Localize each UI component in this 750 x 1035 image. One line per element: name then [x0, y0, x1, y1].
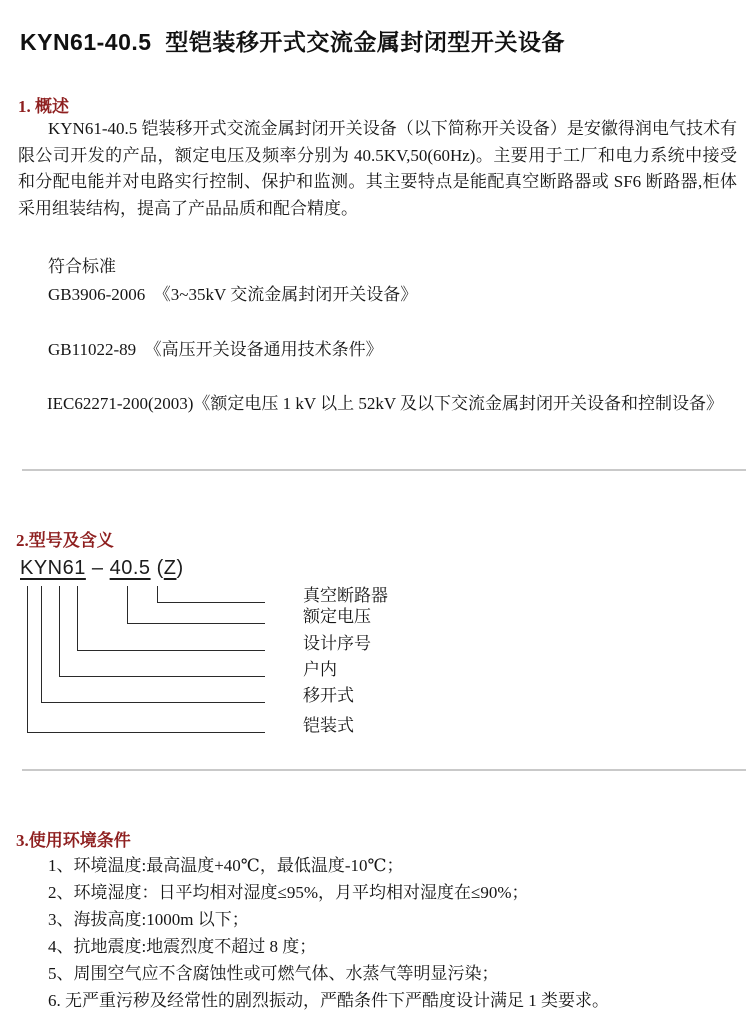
env-condition-seismic: 4、抗地震度:地震烈度不超过 8 度；: [48, 937, 317, 956]
standard-item-gb3906: GB3906-2006 《3~35kV 交流金属封闭开关设备》: [48, 285, 418, 304]
diagram-label-design-serial: 设计序号: [303, 634, 371, 653]
document-title: KYN61-40.5 型铠装移开式交流金属封闭型开关设备: [20, 29, 565, 55]
diagram-label-armored: 铠装式: [303, 716, 354, 735]
section-divider-bottom: [22, 769, 746, 771]
section-3-heading: 3.使用环境条件: [16, 831, 131, 850]
model-paren-open: (: [150, 557, 164, 579]
diagram-label-indoor: 户内: [303, 660, 337, 679]
model-voltage-code: 40.5: [109, 557, 151, 579]
env-condition-altitude: 3、海拔高度:1000m 以下；: [48, 910, 249, 929]
standard-item-iec62271: IEC62271-200(2003)《额定电压 1 kV 以上 52kV 及以下交流金属封闭开关设备和控制设备》: [47, 394, 724, 413]
env-condition-air: 5、周围空气应不含腐蚀性或可燃气体、水蒸气等明显污染；: [48, 964, 499, 983]
diagram-label-vacuum-breaker: 真空断路器: [303, 586, 388, 605]
section-2-heading: 2.型号及含义: [16, 531, 114, 550]
section-divider-top: [22, 469, 746, 471]
env-condition-vibration: 6. 无严重污秽及经常性的剧烈振动，严酷条件下严酷度设计满足 1 类要求。: [48, 991, 609, 1010]
section-1-heading: 1. 概述: [18, 97, 69, 116]
overview-paragraph: KYN61-40.5 铠装移开式交流金属封闭开关设备（以下简称开关设备）是安徽得润电气技术有限公司开发的产品，额定电压及频率分别为 40.5KV,50(60Hz)。主要用于工厂和电力系统中接受和分配电能并对电路实行控制、保护和监测。其主要特点是能配真空断路器或 SF6 断路器,柜体采用组装结构，提高了产品品质和配合精度。: [18, 119, 737, 218]
model-series-code: KYN61: [20, 557, 86, 579]
standards-intro: 符合标准: [48, 257, 116, 276]
standard-item-gb11022: GB11022-89 《高压开关设备通用技术条件》: [48, 340, 383, 359]
env-condition-humidity: 2、环境湿度：日平均相对湿度≤95%，月平均相对湿度在≤90%；: [48, 883, 529, 902]
model-breaker-code: Z: [163, 557, 177, 579]
environment-conditions-list: [48, 852, 738, 1014]
model-designation: [20, 557, 184, 580]
diagram-label-rated-voltage: 额定电压: [303, 607, 371, 626]
diagram-label-withdrawable: 移开式: [303, 686, 354, 705]
env-condition-temperature: 1、环境温度:最高温度+40℃，最低温度-10℃；: [48, 856, 404, 875]
model-paren-close: ): [176, 557, 184, 579]
model-separator: –: [85, 557, 110, 579]
connector-line-armored: [27, 586, 265, 733]
